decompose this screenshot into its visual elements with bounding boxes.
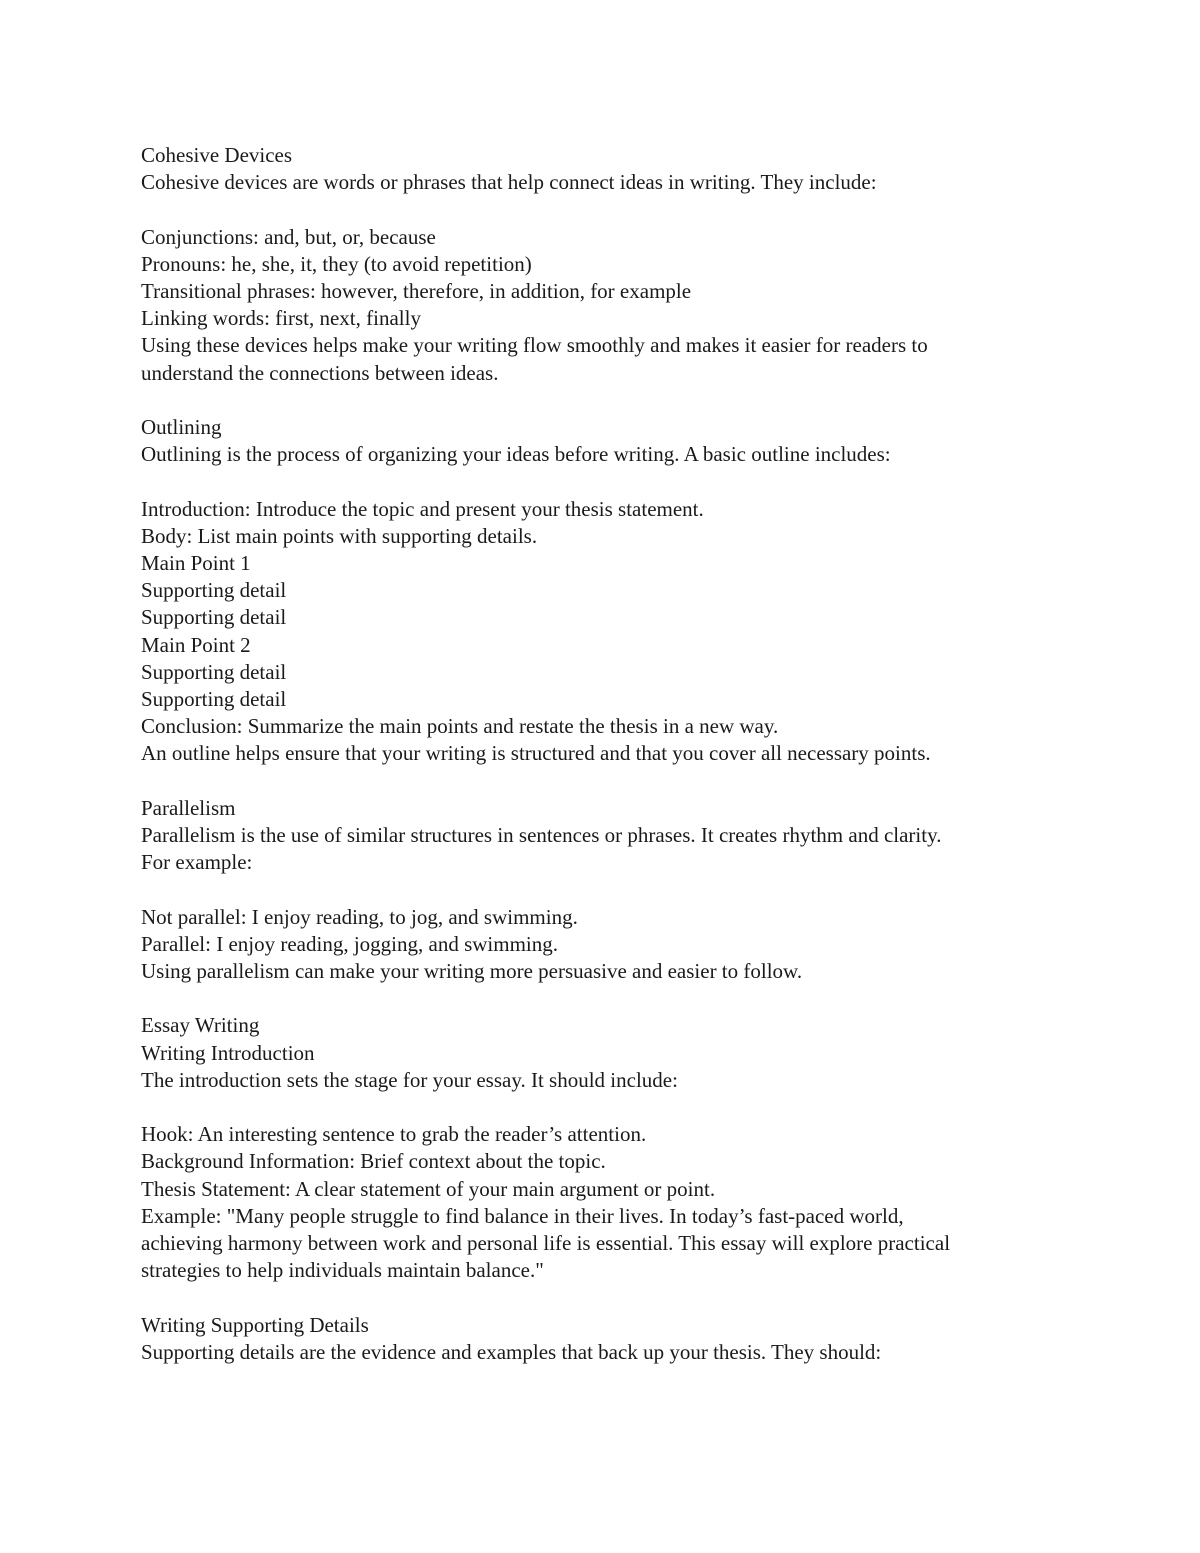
paragraph-line: Using these devices helps make your writing flow smoothly and makes it easier for readers to (141, 333, 928, 358)
list-line: Supporting detail (141, 578, 287, 603)
blank-line (141, 876, 1071, 903)
list-line: Transitional phrases: however, therefore, in addition, for example (141, 279, 692, 303)
list-line: Body: List main points with supporting details. (141, 523, 538, 548)
list-line: Hook: An interesting sentence to grab the reader’s attention. (141, 1122, 647, 1147)
paragraph-line: Outlining is the process of organizing your ideas before writing. A basic outline includes: (141, 442, 891, 467)
list-line: Thesis Statement: A clear statement of your main argument or point. (141, 1176, 716, 1201)
blank-line (141, 985, 1071, 1012)
paragraph-line: Example: "Many people struggle to find balance in their lives. In today’s fast-paced world, (141, 1203, 904, 1228)
list-line: Supporting detail (141, 605, 287, 630)
list-line: Linking words: first, next, finally (141, 306, 421, 331)
blank-line (141, 1284, 1071, 1311)
subheading-writing-introduction: Writing Introduction (141, 1040, 315, 1065)
list-line: Pronouns: he, she, it, they (to avoid repetition) (141, 251, 532, 276)
list-line: Conjunctions: and, but, or, because (141, 224, 436, 249)
heading-cohesive-devices: Cohesive Devices (141, 143, 293, 167)
paragraph-line: Supporting details are the evidence and examples that back up your thesis. They should: (141, 1339, 882, 1364)
paragraph-line: achieving harmony between work and personal life is essential. This essay will explore practical (141, 1231, 951, 1256)
paragraph-line: An outline helps ensure that your writing is structured and that you cover all necessary points. (141, 741, 931, 766)
list-line: Main Point 1 (141, 551, 251, 575)
list-line: Introduction: Introduce the topic and present your thesis statement. (141, 496, 704, 521)
paragraph-line: understand the connections between ideas. (141, 360, 499, 385)
blank-line (141, 1094, 1071, 1121)
paragraph-line: strategies to help individuals maintain balance." (141, 1258, 544, 1283)
paragraph-line: Parallelism is the use of similar structures in sentences or phrases. It creates rhythm and clarity. (141, 823, 942, 848)
list-line: Supporting detail (141, 659, 287, 684)
list-line: Parallel: I enjoy reading, jogging, and swimming. (141, 931, 559, 956)
list-line: Background Information: Brief context about the topic. (141, 1149, 606, 1174)
list-line: Main Point 2 (141, 632, 251, 657)
paragraph-line: The introduction sets the stage for your essay. It should include: (141, 1067, 678, 1092)
document-body (141, 142, 1071, 1366)
list-line: Supporting detail (141, 687, 287, 712)
paragraph-line: Using parallelism can make your writing more persuasive and easier to follow. (141, 959, 803, 984)
blank-line (141, 468, 1071, 495)
list-line: Conclusion: Summarize the main points and restate the thesis in a new way. (141, 714, 779, 739)
list-line: Not parallel: I enjoy reading, to jog, and swimming. (141, 904, 578, 929)
heading-essay-writing: Essay Writing (141, 1013, 260, 1038)
paragraph-line: For example: (141, 850, 253, 875)
blank-line (141, 387, 1071, 414)
heading-outlining: Outlining (141, 415, 222, 439)
subheading-writing-supporting-details: Writing Supporting Details (141, 1312, 369, 1337)
blank-line (141, 768, 1071, 795)
paragraph-line: Cohesive devices are words or phrases that help connect ideas in writing. They include: (141, 170, 877, 195)
blank-line (141, 196, 1071, 223)
heading-parallelism: Parallelism (141, 795, 236, 820)
